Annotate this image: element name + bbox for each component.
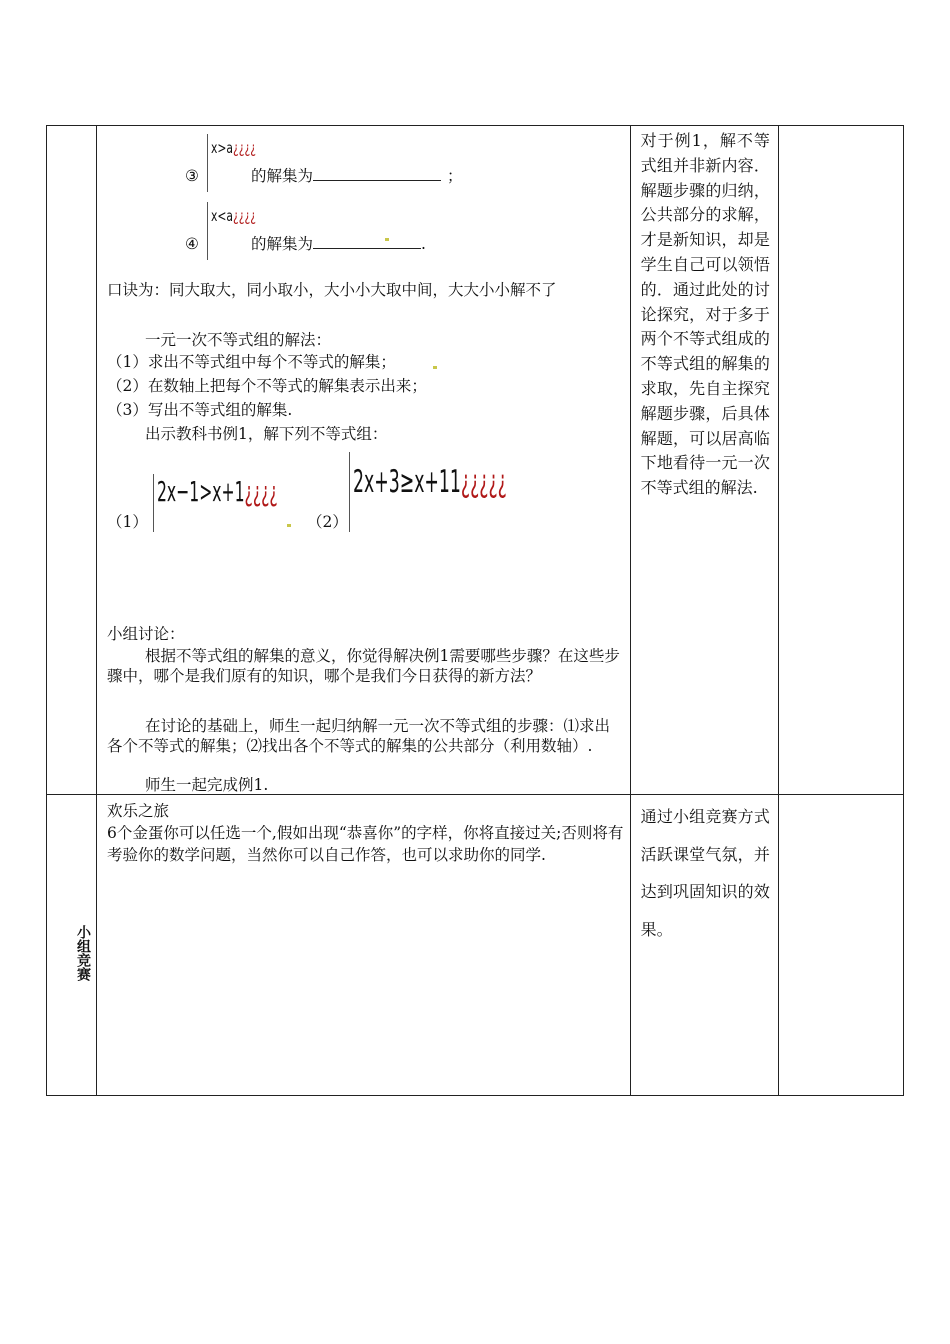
discussion-paragraph-2: 在讨论的基础上，师生一起归纳解一元一次不等式组的步骤：⑴求出各个不等式的解集；⑵找出各个不等式的解集的公共部分（利用数轴）. [107, 717, 611, 755]
stray-mark [385, 238, 389, 241]
inequality-expression: 2x+3≥x+11¿¿¿¿¿ [353, 464, 507, 500]
brace-symbol [349, 452, 350, 532]
example-1-label: （1） [107, 513, 148, 531]
inequality-system-4 [211, 206, 267, 226]
discussion-paragraph-3: 师生一起完成例1. [145, 776, 269, 794]
lesson-plan-table [46, 125, 904, 1096]
stray-mark [433, 366, 437, 369]
table-row [47, 126, 904, 795]
example-2-label: （2） [307, 513, 348, 531]
method-title: 一元一次不等式组的解法： [145, 331, 332, 349]
discussion-title: 小组讨论： [107, 625, 185, 643]
answer-blank [313, 232, 421, 249]
content-cell [97, 126, 631, 795]
stage-label-cell [47, 126, 97, 795]
design-note-text: 对于例1，解不等式组并非新内容．解题步骤的归纳，公共部分的求解，才是新知识，却是学生自己可以领悟的．通过此处的讨论探究，对于多于两个不等式组成的不等式组的解集的求取，先自主探究解题步骤，后具体解题，可以居高临下地看待一元一次不等式组的解法. [640, 131, 770, 498]
design-note-cell [630, 126, 778, 795]
stray-mark [287, 524, 291, 527]
item-marker: ③ [185, 167, 199, 185]
example-intro: 出示教科书例1，解下列不等式组： [145, 425, 388, 443]
mnemonic-text: 口诀为：同大取大，同小取小，大小小大取中间，大大小小解不了 [107, 281, 557, 299]
brace-symbol [153, 474, 154, 532]
method-step-3: （3）写出不等式组的解集. [107, 401, 293, 419]
design-note-cell [630, 795, 778, 1096]
blank-cell [778, 795, 903, 1096]
content-cell [97, 795, 631, 1096]
solution-set-label: 的解集为 [250, 235, 313, 253]
inequality-expression: 2x−1>x+1¿¿¿¿ [157, 475, 278, 508]
method-step-1: （1）求出不等式组中每个不等式的解集； [107, 353, 396, 371]
stage-label-cell [47, 795, 97, 1096]
inequality-expression: x>a¿¿¿¿ [211, 139, 257, 157]
design-note-text: 通过小组竞赛方式活跃课堂气氛，并达到巩固知识的效果。 [640, 807, 770, 939]
item-marker: ④ [185, 235, 199, 253]
method-step-2: （2）在数轴上把每个不等式的解集表示出来； [107, 377, 427, 395]
activity-body: 6个金蛋你可以任选一个,假如出现“恭喜你”的字样，你将直接过关;否则将有考验你的数学问题，当然你可以自己作答，也可以求助你的同学. [107, 824, 624, 864]
inequality-expression: x<a¿¿¿¿ [211, 207, 257, 225]
inequality-system-3 [211, 138, 267, 158]
example-2-system [353, 464, 601, 500]
table-row [47, 795, 904, 1096]
answer-blank [313, 164, 441, 181]
example-1-system [157, 475, 352, 508]
activity-title: 欢乐之旅 [107, 802, 170, 820]
item-4-line: ④ 的解集为 . [185, 232, 426, 254]
blank-cell [778, 126, 903, 795]
discussion-paragraph-1: 根据不等式组的解集的意义，你觉得解决例1需要哪些步骤？在这些步骤中，哪个是我们原有的知识，哪个是我们今日获得的新方法？ [107, 647, 620, 685]
solution-set-label: 的解集为 [250, 167, 313, 185]
item-3-line: ③ 的解集为 ； [185, 164, 462, 186]
stage-label-group-contest: 小组竞赛 [75, 925, 91, 981]
